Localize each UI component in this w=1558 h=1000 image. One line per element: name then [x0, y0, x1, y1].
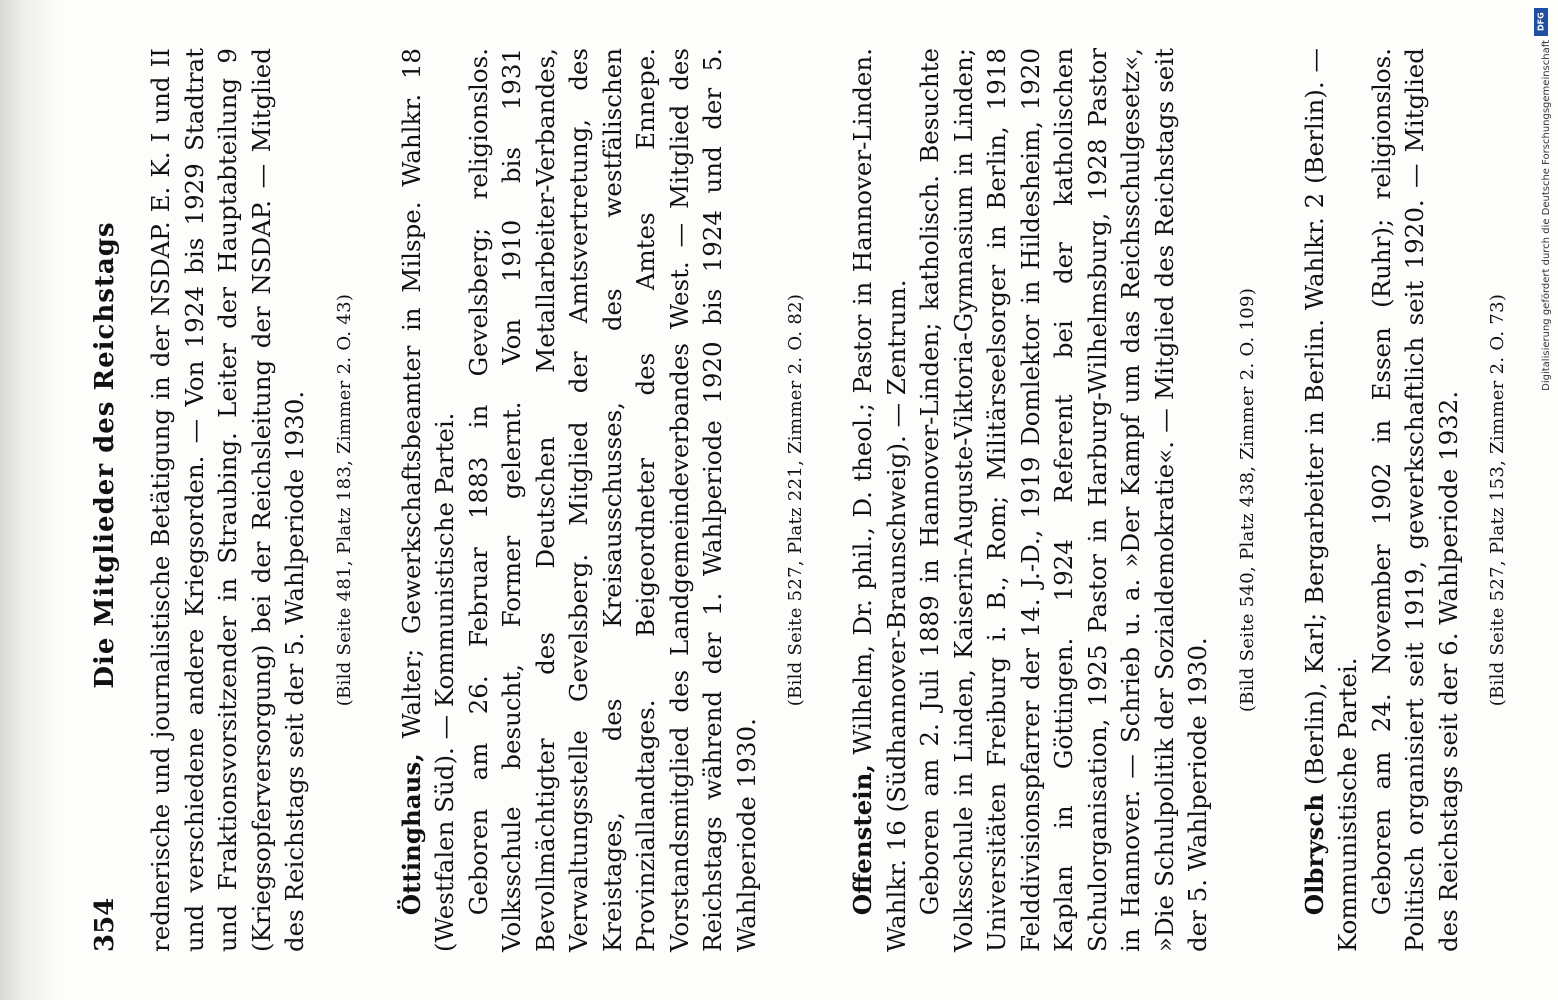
entry-paragraph: Geboren am 26. Februar 1883 in Gevelsberg; religionslos. Volksschule besucht, Former gelernt. Von 1910 bis 1931 Bevollmächtigter des Deutschen Metallarbeiter-Verbandes, Verwaltungsstelle Gevelsberg. Mitglied der Amtsvertretung, des Kreistages, des Kreisausschusses, des westfälischen Provinziallandtages. Beigeordneter des Amtes Ennepe. Vorstandsmitglied des Landgemeindeverbandes West. — Mitglied des Reichstags während der 1. Wahlperiode 1920 bis 1924 und der 5. Wahlperiode 1930. [463, 48, 761, 952]
biography-entry [144, 48, 355, 952]
image-caption: (Bild Seite 540, Platz 438, Zimmer 2. O. 109) [1236, 287, 1258, 713]
member-intro: Walter; Gewerkschaftsbeamter in Milspe. Wahlkr. 18 (Westfalen Süd). — Kommunistische Partei. [396, 48, 459, 952]
image-caption: (Bild Seite 481, Platz 183, Zimmer 2. O. 43) [333, 293, 355, 707]
entry-intro [846, 48, 913, 952]
entry-intro [395, 48, 462, 952]
funding-credit: Digitalisierung gefördert durch die Deutsche Forschungsgemeinschaft [1541, 40, 1552, 391]
biography-entry [1298, 48, 1509, 952]
dfg-logo: DFG [1534, 8, 1548, 36]
member-intro: (Berlin), Karl; Bergarbeiter in Berlin. Wahlkr. 2 (Berlin). — Kommunistische Partei. [1299, 48, 1362, 952]
image-caption: (Bild Seite 527, Platz 221, Zimmer 2. O. 82) [785, 293, 806, 707]
member-name: Öttinghaus, [396, 753, 426, 916]
image-caption: (Bild Seite 527, Platz 153, Zimmer 2. O. 73) [1487, 293, 1508, 707]
entry-paragraph: Geboren am 2. Juli 1889 in Hannover-Linden; katholisch. Besuchte Volksschule in Linden, Kaiserin-Auguste-Viktoria-Gymnasium in Linden; Universitäten Freiburg i. B., Rom; Militärseelsorger in Berlin, 1918 Felddivisionspfarrer der 14. J.-D., 1919 Domlektor in Hildesheim, 1920 Kaplan in Göttingen. 1924 Referent bei der katholischen Schulorganisation, 1925 Pastor in Harburg-Wilhelmsburg, 1928 Pastor in Hannover. — Schrieb u. a. »Der Kampf um das Reichsschulgesetz«, »Die Schulpolitik der Sozialdemokratie«. — Mitglied des Reichstags seit der 5. Wahlperiode 1930. [915, 48, 1212, 952]
member-name: Olbrysch [1299, 793, 1329, 916]
digitization-sidebar [1518, 0, 1558, 1000]
biography-entry [846, 48, 1258, 952]
biography-entry [395, 48, 807, 952]
page-header [90, 48, 140, 952]
page-number: 354 [90, 897, 120, 952]
member-intro: Wilhelm, Dr. phil., D. theol.; Pastor in Hannover-Linden. Wahlkr. 16 (Südhannover-Braunschweig). — Zentrum. [848, 48, 911, 952]
entry-paragraph: rednerische und journalistische Betätigung in der NSDAP. E. K. I und II und verschiedene andere Kriegsorden. — Von 1924 bis 1929 Stadtrat und Fraktionsvorsitzender in Straubing. Leiter der Hauptabteilung 9 (Kriegsopferversorgung) bei der Reichsleitung der NSDAP. — Mitglied des Reichstags seit der 5. Wahlperiode 1930. [146, 48, 309, 952]
member-name: Offenstein, [848, 764, 877, 916]
book-page [30, 0, 1508, 1000]
running-title: Die Mitglieder des Reichstags [90, 221, 120, 689]
entry-paragraph: Geboren am 24. November 1902 in Essen (Ruhr); religionslos. Politisch organisiert seit 1919, gewerkschaftlich seit 1920. — Mitglied des Reichstags seit der 6. Wahlperiode 1932. [1366, 48, 1463, 952]
entry-intro [1298, 48, 1365, 952]
